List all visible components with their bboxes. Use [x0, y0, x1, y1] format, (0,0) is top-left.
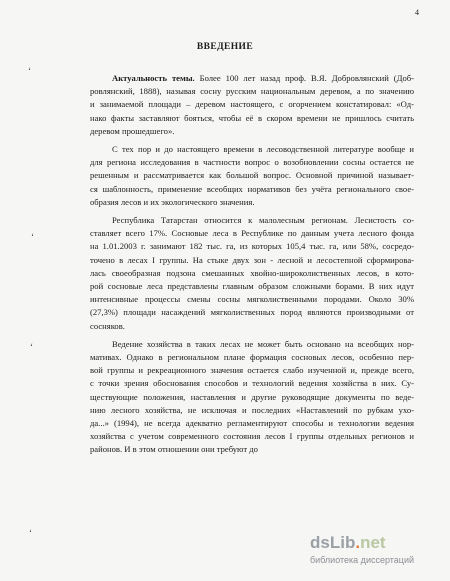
line-text: интенсивные процессы смены сосны мягколиственными породами. Около 30%	[90, 294, 414, 305]
text-line	[90, 320, 414, 333]
margin-mark: ‘	[29, 528, 32, 538]
line-text: ся шаблонность, применение всеобщих нормативов без учёта регионального свое-	[90, 183, 414, 194]
paragraph	[90, 72, 414, 138]
line-text: рой сосновые леса представлены главным образом сложными борами. В них идут	[90, 281, 414, 292]
line-text: и занимаемой площади – деревом настоящего, с огорчением констатировал: «Од-	[90, 99, 414, 110]
text-line	[90, 443, 414, 456]
line-text: С тех пор и до настоящего времени в лесоводственной литературе вообще и	[112, 144, 414, 155]
paragraph	[90, 214, 414, 333]
line-text: нию лесного хозяйства, не исключая и последних «Наставлений по рубкам ухо-	[90, 404, 414, 415]
line-text: ровлянский, 1888), называя сосну русским национальным деревом, а по значению	[90, 86, 414, 97]
line-text: Республика Татарстан относится к малолесным регионам. Лесистость со-	[112, 215, 414, 226]
line-text: (27,3%) площади насаждений мягколиственных пород являются производными от	[90, 307, 414, 318]
text-line	[90, 430, 414, 443]
body-text	[90, 72, 414, 462]
text-line	[90, 125, 414, 138]
text-line	[90, 143, 414, 156]
text-line	[90, 112, 414, 125]
section-heading: ВВЕДЕНИЕ	[196, 42, 254, 52]
text-line	[90, 404, 414, 417]
line-text: точено в лесах I группы. На стыке двух зон - лесной и лесостепной сформирова-	[90, 254, 414, 265]
text-line	[90, 364, 414, 377]
text-line	[90, 214, 414, 227]
text-line	[90, 351, 414, 364]
text-line	[90, 306, 414, 319]
watermark-subtitle: библиотека диссертаций	[310, 555, 415, 565]
margin-mark: ‘	[31, 232, 34, 242]
paragraph	[90, 143, 414, 209]
line-text: нако факты заставляют бояться, чтобы её в скором времени не пришлось считать	[90, 112, 414, 123]
text-line	[90, 240, 414, 253]
line-text: вой группы и рекреационного значения остается слабо изученной и, прежде всего,	[90, 365, 414, 376]
line-text: районов. И в этом отношении они требуют до	[90, 444, 258, 455]
text-line	[90, 254, 414, 267]
text-line	[90, 169, 414, 182]
text-line	[90, 377, 414, 390]
text-line	[90, 72, 414, 85]
line-text: мативах. Однако в региональном плане формация сосновых лесов, особенно пер-	[90, 352, 414, 363]
line-text: лась своеобразная подзона смешанных хвойно-широколиственных лесов, в кото-	[90, 267, 414, 278]
text-line	[90, 156, 414, 169]
line-text: хозяйства с учетом современного состояния лесов I группы отдельных регионов и	[90, 431, 414, 442]
line-text: да...» (1994), не всегда адекватно регламентируют способы и технологии ведения	[90, 418, 414, 429]
text-line	[90, 280, 414, 293]
line-text: ществующие положения, наставления и другие руководящие документы по веде-	[90, 391, 414, 402]
line-text: для региона исследования в частности вопрос о возобновлении сосны остается не	[90, 157, 414, 168]
text-line	[90, 417, 414, 430]
line-text: сосняков.	[90, 320, 125, 331]
lead-phrase: Актуальность темы.	[112, 73, 195, 83]
margin-mark: ‘	[28, 66, 31, 76]
text-line	[90, 98, 414, 111]
dslib-watermark	[310, 533, 440, 573]
margin-mark: ‘	[30, 342, 33, 352]
line-text: решенным и рассматривается как большой вопрос. Основной причиной называет-	[90, 170, 414, 181]
text-line	[90, 183, 414, 196]
text-line	[90, 391, 414, 404]
line-text: Ведение хозяйства в таких лесах не может быть основано на всеобщих нор-	[112, 338, 414, 349]
line-text: образия лесов и их экологического значения.	[90, 196, 255, 207]
line-text: деревом прошедшего».	[90, 125, 175, 136]
page-number: 4	[415, 8, 419, 17]
dslib-logo: dsLib.net	[310, 533, 386, 552]
text-line	[90, 227, 414, 240]
text-line	[90, 196, 414, 209]
text-line	[90, 267, 414, 280]
text-line	[90, 338, 414, 351]
line-text: на 1.01.2003 г. занимают 182 тыс. га, из которых 105,4 тыс. га, или 58%, сосредо-	[90, 241, 414, 252]
line-text: ставляет всего 17%. Сосновые леса в Республике по данным учета лесного фонда	[90, 228, 414, 239]
line-text: Более 100 лет назад проф. В.Я. Добровлянский (Доб-	[194, 73, 414, 83]
paragraph	[90, 338, 414, 457]
text-line	[90, 85, 414, 98]
line-text: с точки зрения обоснования способов и технологий ведения хозяйства в них. Су-	[90, 378, 414, 389]
text-line	[90, 293, 414, 306]
